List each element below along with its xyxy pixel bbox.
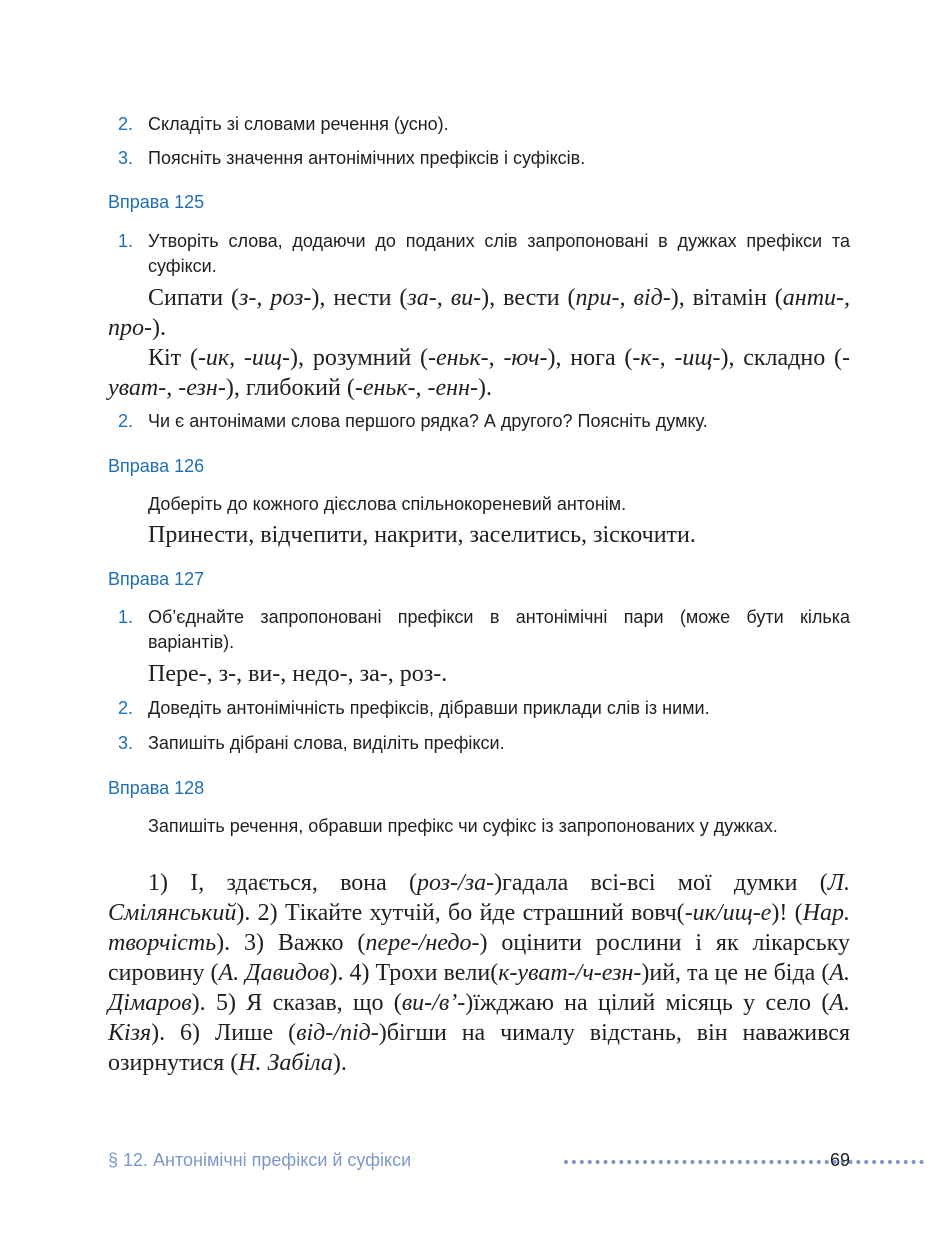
task-text: Утворіть слова, додаючи до поданих слів запропоновані в дужках префікси та суфікси. xyxy=(148,231,850,276)
task-text: Складіть зі словами речення (усно). xyxy=(148,114,449,134)
exercise-heading: Вправа 128 xyxy=(108,778,205,798)
exercise-content: Принести, відчепити, накрити, заселитись, зіскочити. xyxy=(148,522,696,548)
footer-dot-leader xyxy=(564,1160,924,1164)
task-text: Поясніть значення антонімічних префіксів і суфіксів. xyxy=(148,148,586,168)
exercise-content: Сипати (з-, роз-), нести (за-, ви-), вести (при-, від-), вітамін (анти-, про-). xyxy=(108,285,851,341)
task-text: Запишіть речення, обравши префікс чи суфікс із запропонованих у дужках. xyxy=(148,816,778,836)
exercise-content: Кіт (-ик, -ищ-), розумний (-еньк-, -юч-), нога (-к-, -ищ-), складно (-уват-, -езн-), глибокий (-еньк-, -енн-). xyxy=(108,345,851,401)
page-footer xyxy=(108,1150,850,1178)
task-text: Чи є антонімами слова першого рядка? А другого? Поясніть думку. xyxy=(148,411,708,431)
task-text: Об’єднайте запропоновані префікси в антонімічні пари (може бути кілька варіантів). xyxy=(148,607,850,652)
exercise-heading: Вправа 127 xyxy=(108,569,205,589)
item-number: 2. xyxy=(118,411,134,431)
task-text: Доведіть антонімічність префіксів, дібравши приклади слів із ними. xyxy=(148,698,710,718)
item-number: 1. xyxy=(118,231,134,251)
exercise-content: Пере-, з-, ви-, недо-, за-, роз-. xyxy=(148,661,448,687)
exercise-heading: Вправа 125 xyxy=(108,192,205,212)
item-number: 2. xyxy=(118,698,134,718)
item-number: 3. xyxy=(118,148,134,168)
page-number: 69 xyxy=(829,1150,850,1170)
exercise-heading: Вправа 126 xyxy=(108,456,205,476)
task-text: Запишіть дібрані слова, виділіть префікси. xyxy=(148,733,505,753)
exercise-content: 1) І, здається, вона (роз-/за-)гадала всі-всі мої думки (Л. Смілянський). 2) Тікайте хутчій, бо йде страшний вовч(-ик/ищ-е)! (Нар. творчість). 3) Важко (пере-/недо-) оцінити рослини і як лікарську сировину (А. Давидов). 4) Трохи вели(к-уват-/ч-езн-)ий, та це не біда (А. Дімаров). 5) Я сказав, що (ви-/в’-)їжджаю на цілий місяць у село (А. Кізя). 6) Лише (від-/під-)бігши на чималу відстань, він наважився озирнутися (Н. Забіла). xyxy=(108,870,851,1076)
item-number: 1. xyxy=(118,607,134,627)
footer-title: § 12. Антонімічні префікси й суфікси xyxy=(108,1150,412,1170)
task-text: Доберіть до кожного дієслова спільнокореневий антонім. xyxy=(148,494,627,514)
item-number: 3. xyxy=(118,733,134,753)
item-number: 2. xyxy=(118,114,134,134)
